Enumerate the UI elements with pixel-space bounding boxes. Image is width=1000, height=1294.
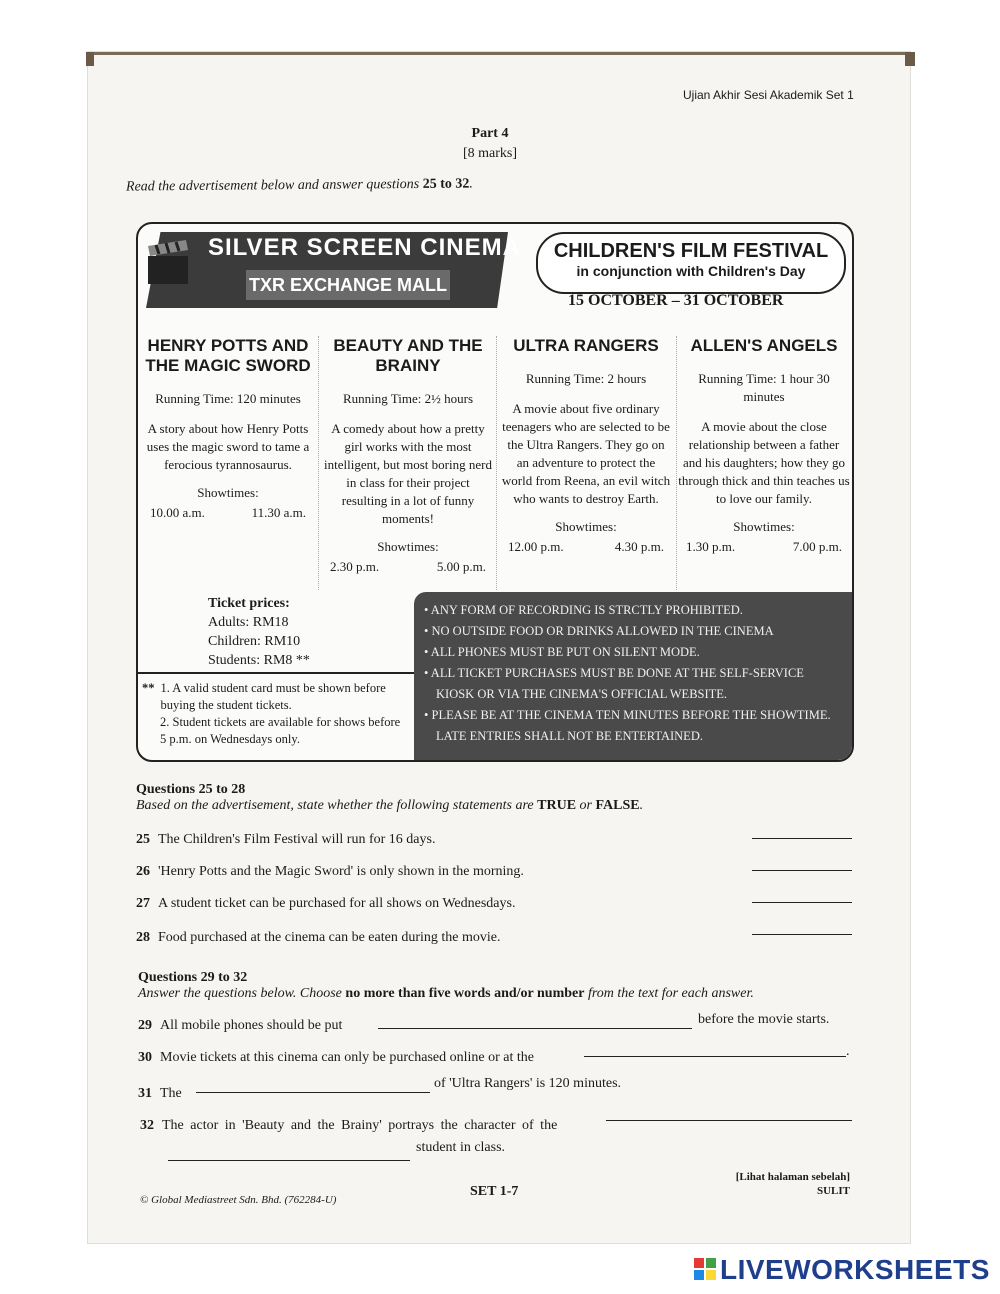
- section-instruction: Answer the questions below. Choose no more than five words and/or number from the text for each answer.: [138, 986, 754, 1001]
- rule: • ALL PHONES MUST BE PUT ON SILENT MODE.: [424, 645, 700, 659]
- running-time: Running Time: 2½ hours: [342, 391, 474, 406]
- festival-subtitle: in conjunction with Children's Day: [576, 263, 806, 279]
- festival-title: CHILDREN'S FILM FESTIVAL: [553, 240, 829, 262]
- liveworksheets-watermark: LIVEWORKSHEETS: [720, 1254, 990, 1285]
- running-time: Running Time: 1 hour 30 minutes: [698, 371, 830, 404]
- section-heading: Questions 29 to 32: [138, 970, 248, 985]
- question-29-end: before the movie starts.: [698, 1012, 830, 1027]
- showtime: 10.00 a.m.: [150, 505, 205, 520]
- question-31-end: of 'Ultra Rangers' is 120 minutes.: [434, 1076, 622, 1091]
- movie-title: ALLEN'S ANGELS: [690, 336, 838, 355]
- answer-field-26[interactable]: [752, 870, 852, 871]
- instruction: Read the advertisement below and answer questions 25 to 32.: [125, 176, 473, 195]
- movie-description: A movie about five ordinary teenagers who are selected to be the Ultra Rangers. They go on an adventure to protect the world from Reena, an evil witch who wants to destroy Earth.: [501, 401, 671, 506]
- column-divider: [496, 336, 497, 590]
- notes-divider: [138, 672, 414, 674]
- showtimes-label: Showtimes:: [377, 539, 439, 554]
- answer-field-31[interactable]: [196, 1092, 430, 1093]
- question-25: 25 The Children's Film Festival will run for 16 days.: [136, 832, 436, 847]
- movie-title: BEAUTY AND THE BRAINY: [333, 336, 483, 375]
- running-time: Running Time: 2 hours: [525, 371, 647, 386]
- question-32-end: student in class.: [416, 1140, 506, 1155]
- answer-field-32a[interactable]: [606, 1120, 852, 1121]
- clapperboard-icon: [146, 238, 192, 288]
- next-page-note: [Lihat halaman sebelah]: [735, 1171, 850, 1183]
- footer-right: [720, 1170, 850, 1198]
- question-30-end: .: [846, 1044, 850, 1059]
- showtime: 7.00 p.m.: [792, 539, 842, 554]
- note-2: 2. Student tickets are available for shows before 5 p.m. on Wednesdays only.: [160, 715, 401, 746]
- movie-card: [678, 336, 850, 556]
- answer-field-28[interactable]: [752, 934, 852, 935]
- sulit-label: SULIT: [816, 1185, 850, 1197]
- scan-edge: [905, 52, 915, 66]
- part-title: Part 4: [471, 126, 509, 141]
- running-time: Running Time: 120 minutes: [155, 391, 301, 406]
- question-28: 28 Food purchased at the cinema can be eaten during the movie.: [136, 930, 501, 945]
- showtime: 5.00 p.m.: [436, 559, 486, 574]
- cinema-name: SILVER SCREEN CINEMA: [208, 234, 521, 261]
- festival-dates: 15 OCTOBER – 31 OCTOBER: [568, 292, 784, 309]
- movie-card: [322, 336, 494, 576]
- ticket-heading: Ticket prices:: [208, 596, 290, 611]
- movie-description: A movie about the close relationship between a father and his daughters; how they go through thick and thin teaches us to love our family.: [678, 419, 850, 506]
- price-children: Children: RM10: [208, 634, 301, 649]
- question-31: 31 The: [138, 1086, 182, 1101]
- showtime: 11.30 a.m.: [251, 505, 306, 520]
- cinema-rules: [414, 592, 854, 760]
- showtimes-label: Showtimes:: [555, 519, 617, 534]
- showtime: 2.30 p.m.: [330, 559, 380, 574]
- liveworksheets-logo-icon: [694, 1258, 716, 1280]
- showtime: 1.30 p.m.: [686, 539, 736, 554]
- section-instruction: Based on the advertisement, state whether the following statements are TRUE or FALSE.: [136, 798, 644, 813]
- showtime: 12.00 p.m.: [508, 539, 564, 554]
- section-heading: Questions 25 to 28: [136, 782, 246, 797]
- ticket-prices: [208, 594, 310, 670]
- question-29: 29 All mobile phones should be put: [138, 1018, 343, 1033]
- answer-field-25[interactable]: [752, 838, 852, 839]
- movie-description: A story about how Henry Potts uses the magic sword to tame a ferocious tyrannosaurus.: [146, 421, 310, 472]
- notes-marker: **: [142, 681, 155, 695]
- answer-field-32b[interactable]: [168, 1160, 410, 1161]
- mall-name: TXR EXCHANGE MALL: [246, 270, 450, 300]
- column-divider: [676, 336, 677, 590]
- movie-title: ULTRA RANGERS: [513, 336, 659, 355]
- rule: • NO OUTSIDE FOOD OR DRINKS ALLOWED IN THE CINEMA: [424, 624, 774, 638]
- price-adults: Adults: RM18: [208, 615, 289, 630]
- movie-description: A comedy about how a pretty girl works with the most intelligent, but most boring nerd in class for their project resulting in a lot of funny moments!: [324, 421, 492, 526]
- rule: • PLEASE BE AT THE CINEMA TEN MINUTES BEFORE THE SHOWTIME. LATE ENTRIES SHALL NOT BE ENTERTAINED.: [424, 708, 831, 743]
- showtimes-label: Showtimes:: [197, 485, 259, 500]
- page-number: SET 1-7: [470, 1184, 519, 1199]
- question-30: 30 Movie tickets at this cinema can only be purchased online or at the: [138, 1050, 534, 1065]
- answer-field-27[interactable]: [752, 902, 852, 903]
- rule: • ALL TICKET PURCHASES MUST BE DONE AT THE SELF-SERVICE KIOSK OR VIA THE CINEMA'S OFFICIAL WEBSITE.: [424, 666, 804, 701]
- showtime: 4.30 p.m.: [614, 539, 664, 554]
- price-students: Students: RM8 **: [208, 653, 310, 668]
- answer-field-30[interactable]: [584, 1056, 846, 1057]
- rule: • ANY FORM OF RECORDING IS STRCTLY PROHIBITED.: [424, 603, 743, 617]
- column-divider: [318, 336, 319, 590]
- scan-edge: [86, 52, 94, 66]
- answer-field-29[interactable]: [378, 1028, 692, 1029]
- copyright: © Global Mediastreet Sdn. Bhd. (762284-U): [140, 1194, 337, 1206]
- cinema-advertisement: [136, 222, 854, 762]
- festival-box: [536, 232, 846, 294]
- question-26: 26 'Henry Potts and the Magic Sword' is only shown in the morning.: [136, 864, 524, 879]
- question-27: 27 A student ticket can be purchased for all shows on Wednesdays.: [136, 896, 516, 911]
- part-marks: [8 marks]: [462, 146, 518, 161]
- exam-header: Ujian Akhir Sesi Akademik Set 1: [683, 88, 854, 102]
- question-32: 32 The actor in 'Beauty and the Brainy' portrays the character of the: [140, 1118, 558, 1133]
- movie-card: [500, 336, 672, 556]
- movie-card: [142, 336, 314, 522]
- note-1: 1. A valid student card must be shown before buying the student tickets.: [160, 681, 386, 712]
- showtimes-label: Showtimes:: [733, 519, 795, 534]
- ticket-notes: [142, 680, 408, 748]
- movie-title: HENRY POTTS AND THE MAGIC SWORD: [145, 336, 311, 375]
